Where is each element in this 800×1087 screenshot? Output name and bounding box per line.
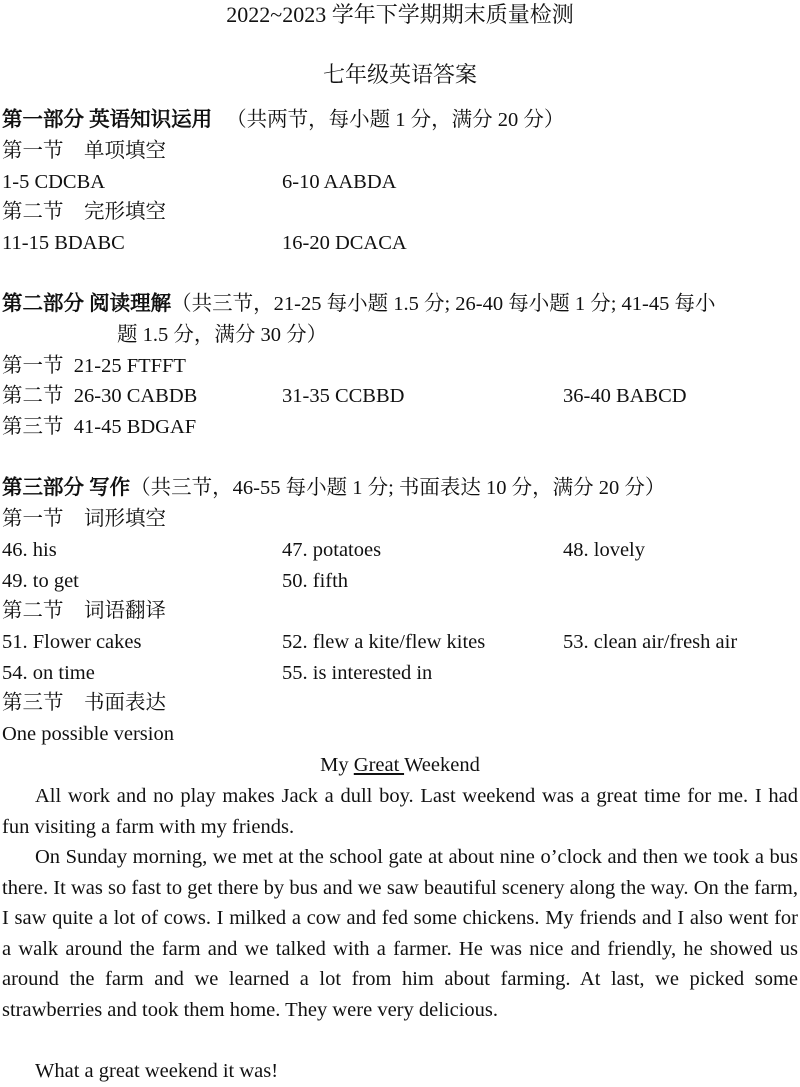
part1-sec2-label: 第二节 完形填空: [2, 201, 166, 223]
part2-note-line2: 题 1.5 分，满分 30 分）: [117, 324, 328, 346]
answer-16-20: 16-20 DCACA: [282, 232, 407, 254]
part2-sec3-label: 第三节: [2, 416, 64, 438]
answer-31-35: 31-35 CCBBD: [282, 385, 405, 407]
answer-36-40: 36-40 BABCD: [563, 385, 687, 407]
answer-54: 54. on time: [2, 662, 95, 684]
part2-sec2: [2, 381, 197, 411]
answer-21-25: 21-25 FTFFT: [73, 355, 186, 377]
answer-6-10: 6-10 AABDA: [282, 171, 397, 193]
answer-41-45: 41-45 BDGAF: [73, 416, 197, 438]
essay-paragraph-2: On Sunday morning, we met at the school gate at about nine o’clock and then we took a bus there. It was so fast to get there by bus and we saw beautiful scenery along the way. On the farm, I saw quite a lot of cows. I milked a cow and fed some chickens. My friends and I also went for a walk around the farm and we talked with a farmer. He was nice and friendly, he showed us around the farm and we learned a lot from him about farming. At last, we picked some strawberries and took them home. They were very delicious.: [2, 846, 798, 1021]
part2-note-line1: （共三节，21-25 每小题 1.5 分; 26-40 每小题 1 分; 41-45 每小: [171, 293, 716, 315]
answer-48: 48. lovely: [563, 539, 645, 561]
part2-sec1-label: 第一节: [2, 355, 64, 377]
answer-51: 51. Flower cakes: [2, 631, 142, 653]
part2-sec1: [2, 351, 186, 381]
part2-sec3: [2, 412, 196, 442]
part2-header: [2, 289, 716, 319]
answer-52: 52. flew a kite/flew kites: [282, 631, 486, 653]
part3-sec3-label: 第三节 书面表达: [2, 692, 166, 714]
answer-26-30: 26-30 CABDB: [73, 385, 198, 407]
essay-title: [0, 750, 800, 780]
possible-version-label: One possible version: [2, 723, 174, 745]
part3-sec2-label: 第二节 词语翻译: [2, 600, 166, 622]
part1-heading: 第一部分 英语知识运用: [2, 109, 213, 131]
essay-paragraph-1: All work and no play makes Jack a dull boy. Last weekend was a great time for me. I had fun visiting a farm with my friends.: [2, 785, 798, 838]
part3-note: （共三节，46-55 每小题 1 分; 书面表达 10 分，满分 20 分）: [130, 477, 666, 499]
answer-47: 47. potatoes: [282, 539, 382, 561]
part1-header: [2, 105, 564, 135]
essay-title-post: Weekend: [404, 754, 480, 776]
answer-46: 46. his: [2, 539, 57, 561]
part2-heading: 第二部分 阅读理解: [2, 293, 172, 315]
essay-paragraph-3: What a great weekend it was!: [35, 1060, 279, 1082]
part1-note: （共两节，每小题 1 分，满分 20 分）: [226, 109, 565, 131]
essay-title-underlined: Great: [353, 754, 405, 776]
answer-55: 55. is interested in: [282, 662, 433, 684]
answer-53: 53. clean air/fresh air: [563, 631, 738, 653]
answer-1-5: 1-5 CDCBA: [2, 171, 106, 193]
part3-sec1-label: 第一节 词形填空: [2, 508, 166, 530]
answer-11-15: 11-15 BDABC: [2, 232, 125, 254]
answer-49: 49. to get: [2, 570, 79, 592]
part3-heading: 第三部分 写作: [2, 477, 131, 499]
answer-50: 50. fifth: [282, 570, 349, 592]
part2-sec2-label: 第二节: [2, 385, 64, 407]
page-subtitle: 七年级英语答案: [322, 62, 477, 87]
essay-title-pre: My: [320, 754, 354, 776]
page-title: 2022~2023 学年下学期期末质量检测: [226, 2, 574, 27]
part1-sec1-label: 第一节 单项填空: [2, 140, 166, 162]
part3-header: [2, 473, 665, 503]
